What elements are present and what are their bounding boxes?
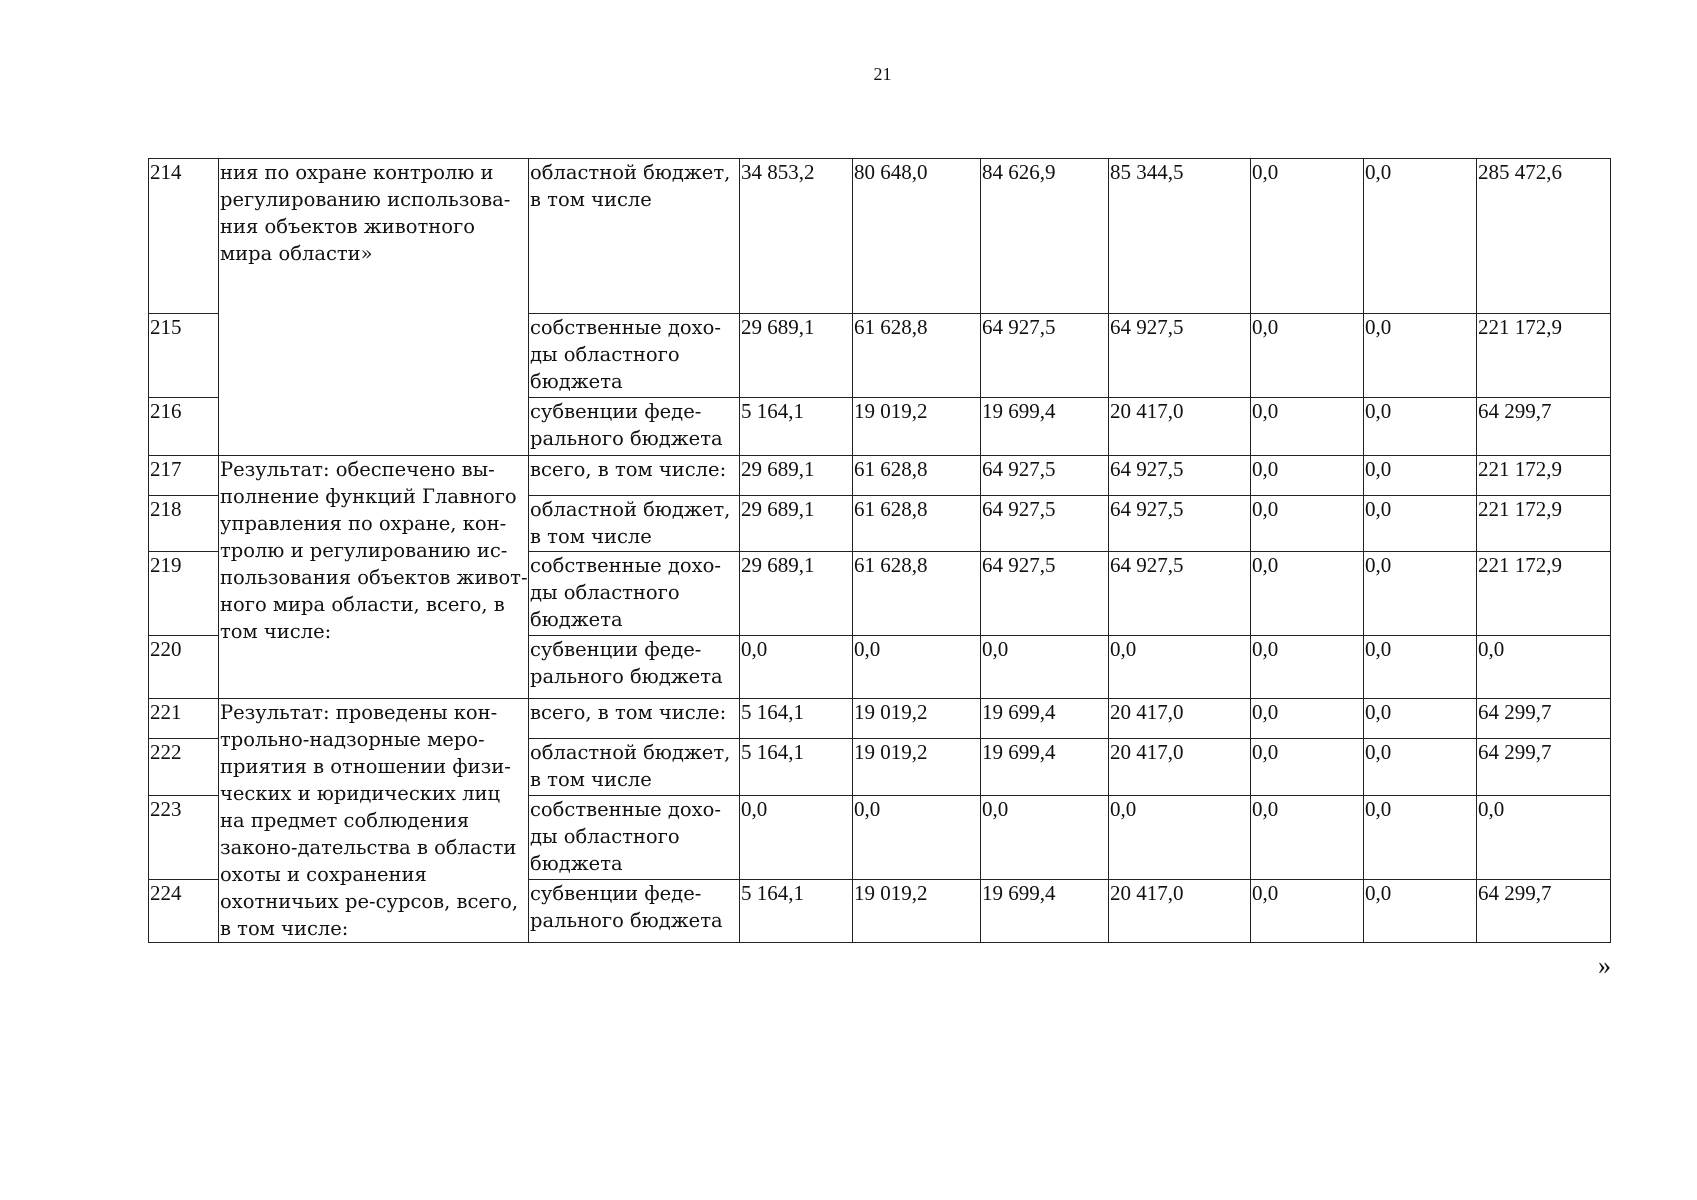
- value-col-2: 61 628,8: [853, 496, 981, 552]
- value-col-6: 0,0: [1364, 636, 1477, 699]
- value-col-4: 20 417,0: [1109, 739, 1251, 795]
- value-col-6: 0,0: [1364, 398, 1477, 456]
- value-col-4: 64 927,5: [1109, 456, 1251, 496]
- value-col-6: 0,0: [1364, 159, 1477, 314]
- value-col-2: 80 648,0: [853, 159, 981, 314]
- value-total: 0,0: [1477, 795, 1611, 880]
- funding-source: собственные дохо-ды областного бюджета: [529, 552, 740, 636]
- value-col-2: 19 019,2: [853, 398, 981, 456]
- result-description: Результат: обеспечено вы-полнение функций Главного управления по охране, кон-тролю и регулированию ис-пользования объектов живот-ного мира области, всего, в том числе:: [219, 456, 529, 699]
- value-col-2: 61 628,8: [853, 456, 981, 496]
- value-col-3: 0,0: [981, 795, 1109, 880]
- closing-quote-mark: »: [1598, 951, 1611, 980]
- value-col-5: 0,0: [1251, 496, 1364, 552]
- value-col-5: 0,0: [1251, 739, 1364, 795]
- value-total: 64 299,7: [1477, 699, 1611, 739]
- value-total: 221 172,9: [1477, 314, 1611, 398]
- value-col-1: 29 689,1: [740, 456, 853, 496]
- funding-source: всего, в том числе:: [529, 699, 740, 739]
- value-col-6: 0,0: [1364, 456, 1477, 496]
- value-col-1: 5 164,1: [740, 699, 853, 739]
- funding-source: субвенции феде-рального бюджета: [529, 880, 740, 943]
- result-description: ния по охране контролю и регулированию использова-ния объектов животного мира области»: [219, 159, 529, 456]
- value-col-3: 64 927,5: [981, 552, 1109, 636]
- value-col-2: 0,0: [853, 795, 981, 880]
- row-number: 224: [149, 880, 219, 943]
- value-col-1: 0,0: [740, 636, 853, 699]
- value-col-5: 0,0: [1251, 552, 1364, 636]
- value-col-6: 0,0: [1364, 739, 1477, 795]
- row-number: 221: [149, 699, 219, 739]
- value-col-2: 19 019,2: [853, 699, 981, 739]
- value-col-3: 19 699,4: [981, 699, 1109, 739]
- value-total: 64 299,7: [1477, 739, 1611, 795]
- result-description: Результат: проведены кон-трольно-надзорные меро-приятия в отношении физи-ческих и юридических лиц на предмет соблюдения законо-дательства в области охоты и сохранения охотничьих ре-сурсов, всего, в том числе:: [219, 699, 529, 943]
- value-total: 64 299,7: [1477, 880, 1611, 943]
- value-col-5: 0,0: [1251, 880, 1364, 943]
- value-col-5: 0,0: [1251, 456, 1364, 496]
- row-number: 215: [149, 314, 219, 398]
- row-number: 220: [149, 636, 219, 699]
- value-col-5: 0,0: [1251, 699, 1364, 739]
- value-col-2: 19 019,2: [853, 739, 981, 795]
- row-number: 218: [149, 496, 219, 552]
- value-total: 221 172,9: [1477, 552, 1611, 636]
- value-col-4: 20 417,0: [1109, 880, 1251, 943]
- value-col-5: 0,0: [1251, 636, 1364, 699]
- value-col-2: 61 628,8: [853, 314, 981, 398]
- value-total: 0,0: [1477, 636, 1611, 699]
- value-col-3: 19 699,4: [981, 739, 1109, 795]
- value-col-3: 84 626,9: [981, 159, 1109, 314]
- value-col-4: 85 344,5: [1109, 159, 1251, 314]
- funding-source: областной бюджет, в том числе: [529, 496, 740, 552]
- value-col-1: 5 164,1: [740, 880, 853, 943]
- funding-source: субвенции феде-рального бюджета: [529, 636, 740, 699]
- value-col-5: 0,0: [1251, 398, 1364, 456]
- value-col-1: 34 853,2: [740, 159, 853, 314]
- value-col-4: 20 417,0: [1109, 398, 1251, 456]
- row-number: 219: [149, 552, 219, 636]
- row-number: 222: [149, 739, 219, 795]
- table-row: [149, 699, 1611, 739]
- row-number: 217: [149, 456, 219, 496]
- row-number: 214: [149, 159, 219, 314]
- funding-source: субвенции феде-рального бюджета: [529, 398, 740, 456]
- value-col-3: 64 927,5: [981, 496, 1109, 552]
- table-row: [149, 159, 1611, 314]
- value-col-3: 64 927,5: [981, 456, 1109, 496]
- row-number: 223: [149, 795, 219, 880]
- funding-source: областной бюджет, в том числе: [529, 159, 740, 314]
- value-col-4: 64 927,5: [1109, 314, 1251, 398]
- value-col-1: 0,0: [740, 795, 853, 880]
- budget-table: [148, 158, 1611, 943]
- value-col-5: 0,0: [1251, 314, 1364, 398]
- value-col-3: 64 927,5: [981, 314, 1109, 398]
- value-col-2: 61 628,8: [853, 552, 981, 636]
- value-col-4: 64 927,5: [1109, 552, 1251, 636]
- value-col-6: 0,0: [1364, 795, 1477, 880]
- value-col-3: 19 699,4: [981, 398, 1109, 456]
- value-col-3: 0,0: [981, 636, 1109, 699]
- row-number: 216: [149, 398, 219, 456]
- funding-source: всего, в том числе:: [529, 456, 740, 496]
- value-col-2: 19 019,2: [853, 880, 981, 943]
- value-col-5: 0,0: [1251, 159, 1364, 314]
- value-total: 285 472,6: [1477, 159, 1611, 314]
- value-col-1: 29 689,1: [740, 552, 853, 636]
- value-total: 221 172,9: [1477, 456, 1611, 496]
- value-col-6: 0,0: [1364, 699, 1477, 739]
- value-total: 221 172,9: [1477, 496, 1611, 552]
- funding-source: собственные дохо-ды областного бюджета: [529, 314, 740, 398]
- value-col-4: 0,0: [1109, 636, 1251, 699]
- value-col-1: 5 164,1: [740, 739, 853, 795]
- value-col-4: 20 417,0: [1109, 699, 1251, 739]
- value-col-6: 0,0: [1364, 496, 1477, 552]
- value-col-5: 0,0: [1251, 795, 1364, 880]
- value-total: 64 299,7: [1477, 398, 1611, 456]
- value-col-4: 64 927,5: [1109, 496, 1251, 552]
- value-col-4: 0,0: [1109, 795, 1251, 880]
- value-col-6: 0,0: [1364, 880, 1477, 943]
- value-col-2: 0,0: [853, 636, 981, 699]
- funding-source: собственные дохо-ды областного бюджета: [529, 795, 740, 880]
- value-col-1: 5 164,1: [740, 398, 853, 456]
- table-row: [149, 456, 1611, 496]
- value-col-1: 29 689,1: [740, 496, 853, 552]
- value-col-1: 29 689,1: [740, 314, 853, 398]
- funding-source: областной бюджет, в том числе: [529, 739, 740, 795]
- value-col-6: 0,0: [1364, 314, 1477, 398]
- page-number: 21: [873, 64, 892, 84]
- value-col-3: 19 699,4: [981, 880, 1109, 943]
- value-col-6: 0,0: [1364, 552, 1477, 636]
